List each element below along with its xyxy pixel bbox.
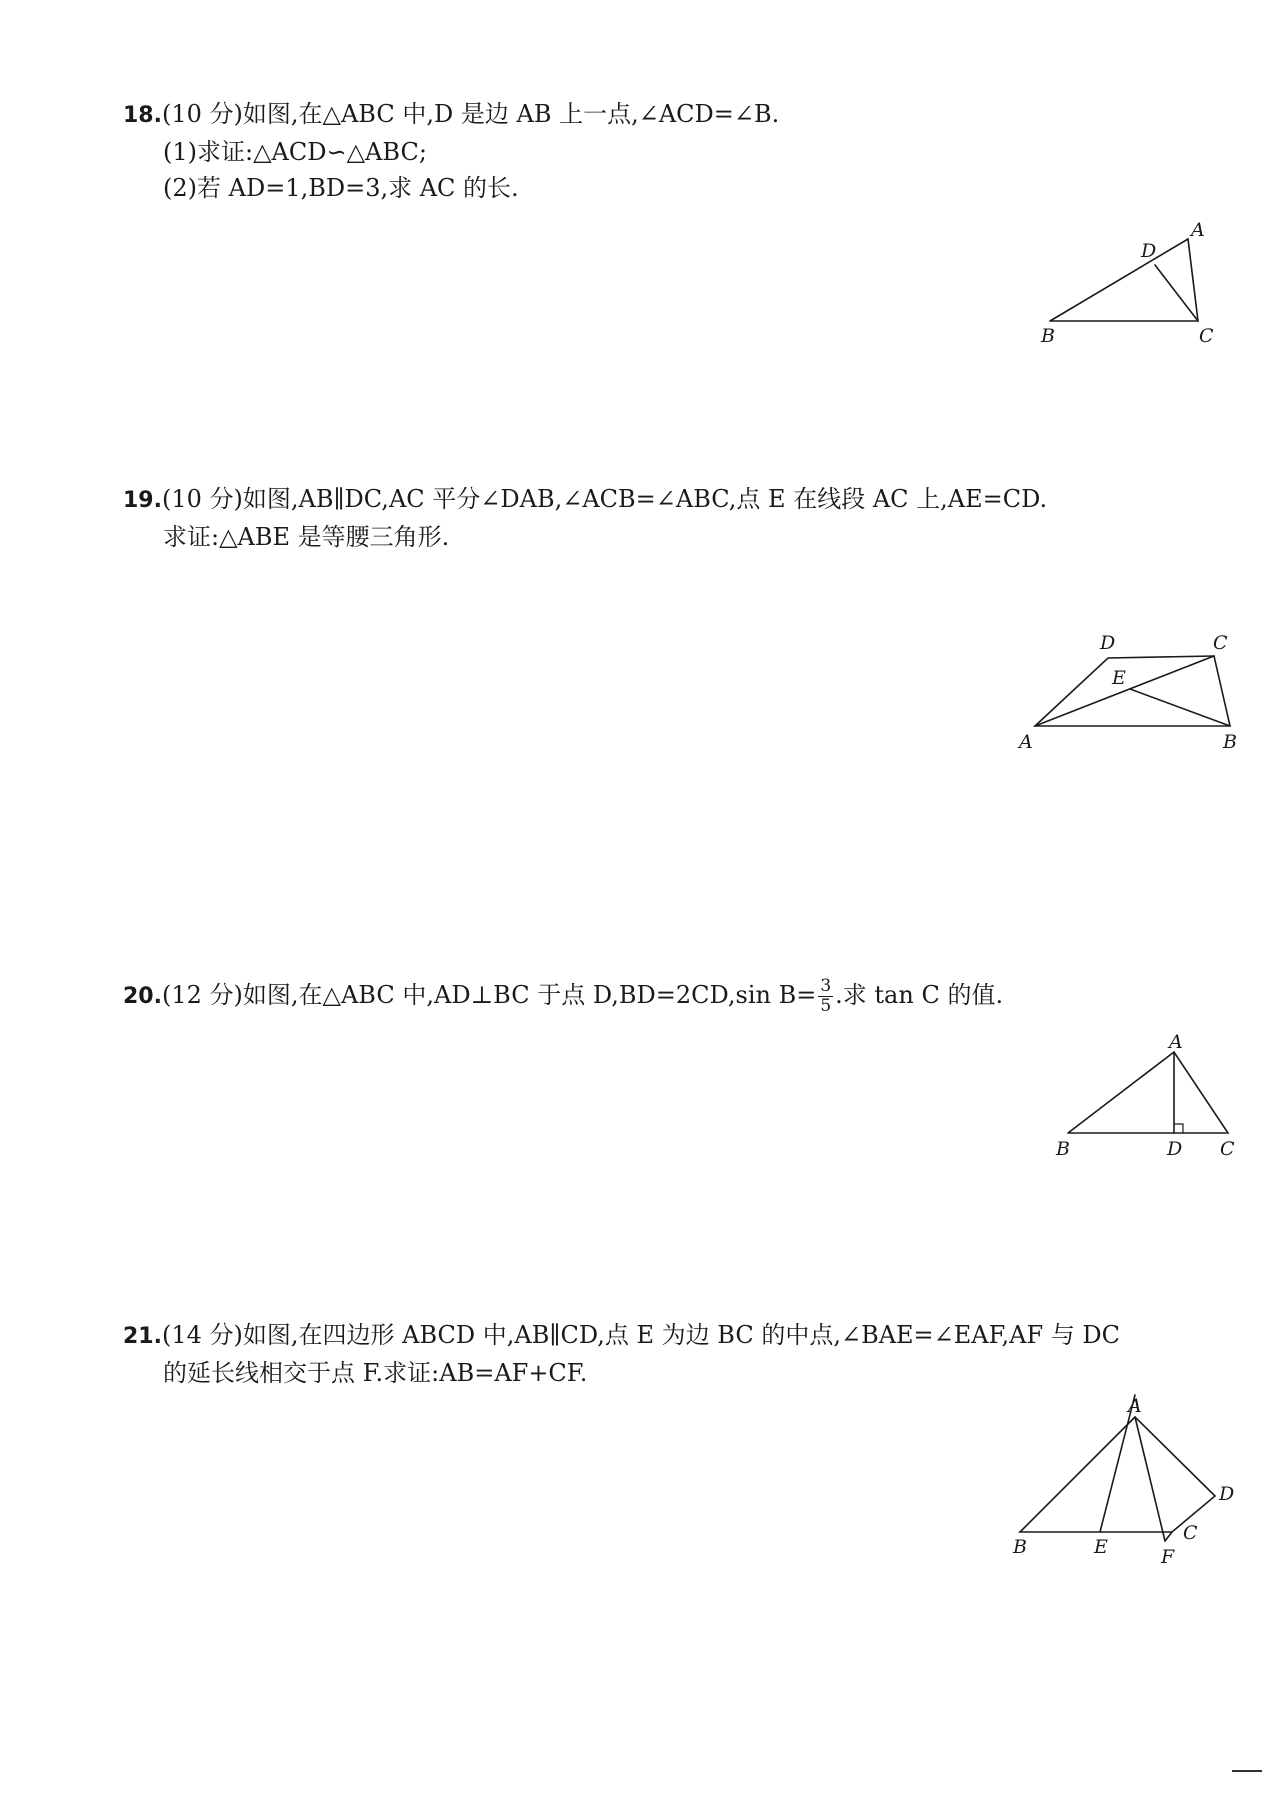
- label-d: D: [1167, 1138, 1183, 1160]
- label-b: B: [1013, 1536, 1027, 1558]
- figure-21: [1000, 1395, 1250, 1575]
- segment-af: [1135, 1417, 1165, 1541]
- problem-number: 21.: [123, 1324, 162, 1349]
- segment-eb: [1130, 689, 1230, 726]
- problem-18-part-1: (1)求证:△ACD∽△ABC;: [163, 138, 427, 166]
- problem-19-statement: [123, 481, 1273, 519]
- figure-19: [1010, 630, 1250, 760]
- triangle-abc: [1068, 1052, 1228, 1133]
- label-c: C: [1183, 1522, 1198, 1544]
- problem-number: 19.: [123, 488, 162, 513]
- label-e: E: [1094, 1536, 1108, 1558]
- label-f: F: [1161, 1546, 1175, 1568]
- label-b: B: [1223, 731, 1237, 753]
- problem-text-end: .求 tan C 的值.: [835, 981, 1004, 1009]
- problem-19-proof-goal: 求证:△ABE 是等腰三角形.: [163, 523, 450, 551]
- page-edge-mark: [1232, 1770, 1262, 1772]
- problem-text-start: (12 分)如图,在△ABC 中,AD⊥BC 于点 D,BD=2CD,sin B=: [161, 981, 817, 1009]
- problem-text: (10 分)如图,AB∥DC,AC 平分∠DAB,∠ACB=∠ABC,点 E 在线段 AC 上,AE=CD.: [161, 485, 1048, 513]
- fraction-denominator: 5: [820, 996, 832, 1016]
- label-d: D: [1100, 632, 1116, 654]
- label-b: B: [1041, 325, 1055, 347]
- problem-21: [123, 1317, 1273, 1391]
- problem-21-statement: [123, 1317, 1273, 1355]
- right-angle-mark: [1174, 1124, 1183, 1133]
- problem-20-statement: [123, 977, 1273, 1016]
- problem-18-statement: [123, 96, 1273, 134]
- problem-text: (14 分)如图,在四边形 ABCD 中,AB∥CD,点 E 为边 BC 的中点,∠BAE=∠EAF,AF 与 DC: [161, 1321, 1121, 1349]
- figure-18: [1030, 220, 1250, 350]
- label-a: A: [1019, 731, 1033, 753]
- problem-number: 18.: [123, 103, 162, 128]
- fraction-sin-b: [818, 977, 833, 1016]
- label-c: C: [1199, 325, 1214, 347]
- label-a: A: [1169, 1031, 1183, 1053]
- fraction-numerator: 3: [820, 976, 832, 996]
- label-d: D: [1219, 1483, 1235, 1505]
- label-c: C: [1220, 1138, 1235, 1160]
- label-e: E: [1112, 667, 1126, 689]
- problem-18: [123, 96, 1273, 206]
- segment-cf: [1165, 1532, 1172, 1541]
- triangle-abc: [1050, 239, 1198, 321]
- quadrilateral-abcd: [1020, 1417, 1215, 1532]
- label-c: C: [1213, 632, 1228, 654]
- problem-number: 20.: [123, 984, 162, 1009]
- label-b: B: [1056, 1138, 1070, 1160]
- label-a: A: [1191, 219, 1205, 241]
- problem-18-part-2: (2)若 AD=1,BD=3,求 AC 的长.: [163, 174, 519, 202]
- problem-text: (10 分)如图,在△ABC 中,D 是边 AB 上一点,∠ACD=∠B.: [161, 100, 780, 128]
- problem-21-statement-cont: 的延长线相交于点 F.求证:AB=AF+CF.: [163, 1359, 588, 1387]
- label-a: A: [1128, 1395, 1142, 1417]
- problem-20: [123, 977, 1273, 1016]
- label-d: D: [1141, 240, 1157, 262]
- problem-19: [123, 481, 1273, 555]
- figure-20: [1050, 1030, 1250, 1160]
